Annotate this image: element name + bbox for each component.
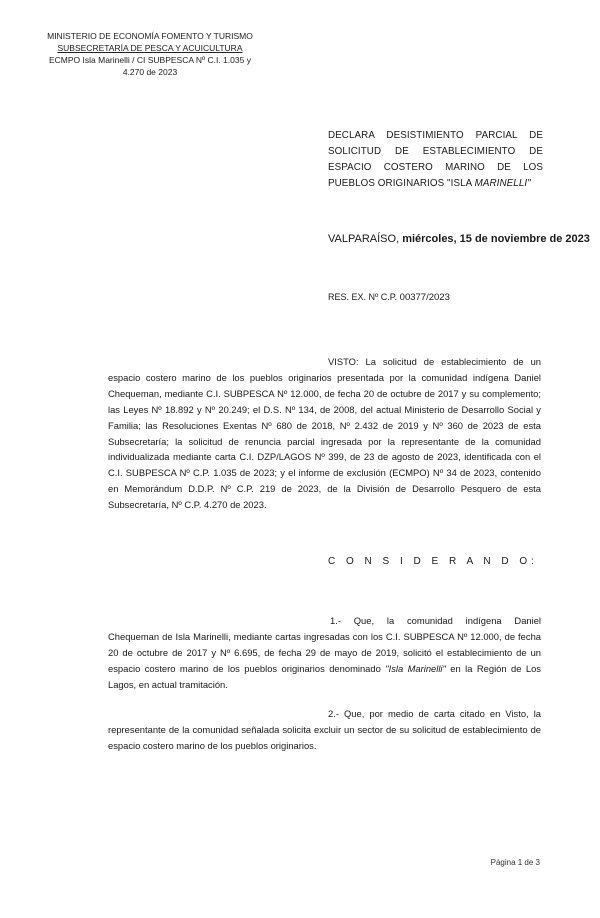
reference-line-1: ECMPO Isla Marinelli / CI SUBPESCA Nº C.I. 1.035 y bbox=[49, 55, 251, 65]
paragraph-2-number: 2.- bbox=[328, 708, 339, 719]
paragraph-1-number: 1.- bbox=[330, 615, 341, 626]
document-date bbox=[328, 233, 590, 245]
title-main: DECLARA DESISTIMIENTO PARCIAL DE SOLICITUD DE ESTABLECIMIENTO DE ESPACIO COSTERO MARINO DE LOS PUEBLOS ORIGINARIOS "ISLA bbox=[328, 130, 543, 189]
page-number: Página 1 de 3 bbox=[490, 858, 540, 867]
date-text: miércoles, 15 de noviembre de 2023 bbox=[402, 233, 590, 245]
resolution-value: 00377/2023 bbox=[399, 292, 450, 303]
date-city: VALPARAÍSO, bbox=[328, 233, 400, 245]
visto-label: VISTO: bbox=[328, 356, 359, 367]
resolution-label: RES. EX. Nº C.P. bbox=[328, 292, 398, 302]
ministry-name: MINISTERIO DE ECONOMÍA FOMENTO Y TURISMO bbox=[47, 31, 253, 41]
document-title bbox=[328, 128, 543, 192]
paragraph-2-text: Que, por medio de carta citado en Visto, la representante de la comunidad señalada solicita excluir un sector de su solicitud de establecimiento de espacio costero marino de los pueblos originarios. bbox=[108, 708, 541, 751]
paragraph-1-text: Que, la comunidad indígena Daniel Chequeman de Isla Marinelli, mediante cartas ingresadas con los C.I. SUBPESCA Nº 12.000, de fecha 20 de octubre de 2017 y Nº 6.695, de fecha 29 de mayo de 2019, solicitó el establecimiento de un espacio costero marino de los pueblos originarios denominado bbox=[108, 615, 542, 674]
document-header bbox=[40, 30, 260, 78]
paragraph-1-name: "Isla Marinelli" bbox=[385, 662, 446, 674]
resolution-number bbox=[328, 292, 450, 303]
considerando-paragraph-2 bbox=[108, 706, 541, 754]
visto-text: La solicitud de establecimiento de un espacio costero marino de los pueblos originarios presentada por la comunidad indígena Daniel Chequeman, mediante C.I. SUBPESCA Nº 12.000, de fecha 20 de octubre de 2017 y su complemento; las Leyes Nº 18.892 y Nº 20.249; el D.S. Nº 134, de 2008, del actual Ministerio de Desarrollo Social y Familia; las Resoluciones Exentas Nº 680 de 2018, Nº 2.432 de 2019 y Nº 360 de 2023 de esta Subsecretaría; la solicitud de renuncia parcial ingresada por la representante de la comunidad individualizada mediante carta C.I. DZP/LAGOS Nº 399, de 23 de agosto de 2023, identificada con el C.I. SUBPESCA Nº C.P. 1.035 de 2023; y el informe de exclusión (ECMPO) Nº 34 de 2023, contenido en Memorándum D.D.P. Nº C.P. 219 de 2023, de la División de Desarrollo Pesquero de esta Subsecretaría, Nº C.P. 4.270 de 2023. bbox=[108, 356, 541, 511]
considerando-paragraph-1 bbox=[108, 613, 541, 693]
visto-paragraph bbox=[108, 354, 541, 513]
considerando-heading: C O N S I D E R A N D O: bbox=[328, 556, 538, 567]
title-name: MARINELLI" bbox=[474, 178, 531, 189]
subsecretaria-name: SUBSECRETARÍA DE PESCA Y ACUICULTURA bbox=[57, 43, 243, 53]
paragraph-1-tail: en la Región de Los Lagos, en actual tramitación. bbox=[108, 662, 541, 690]
reference-line-2: 4.270 de 2023 bbox=[122, 67, 178, 77]
